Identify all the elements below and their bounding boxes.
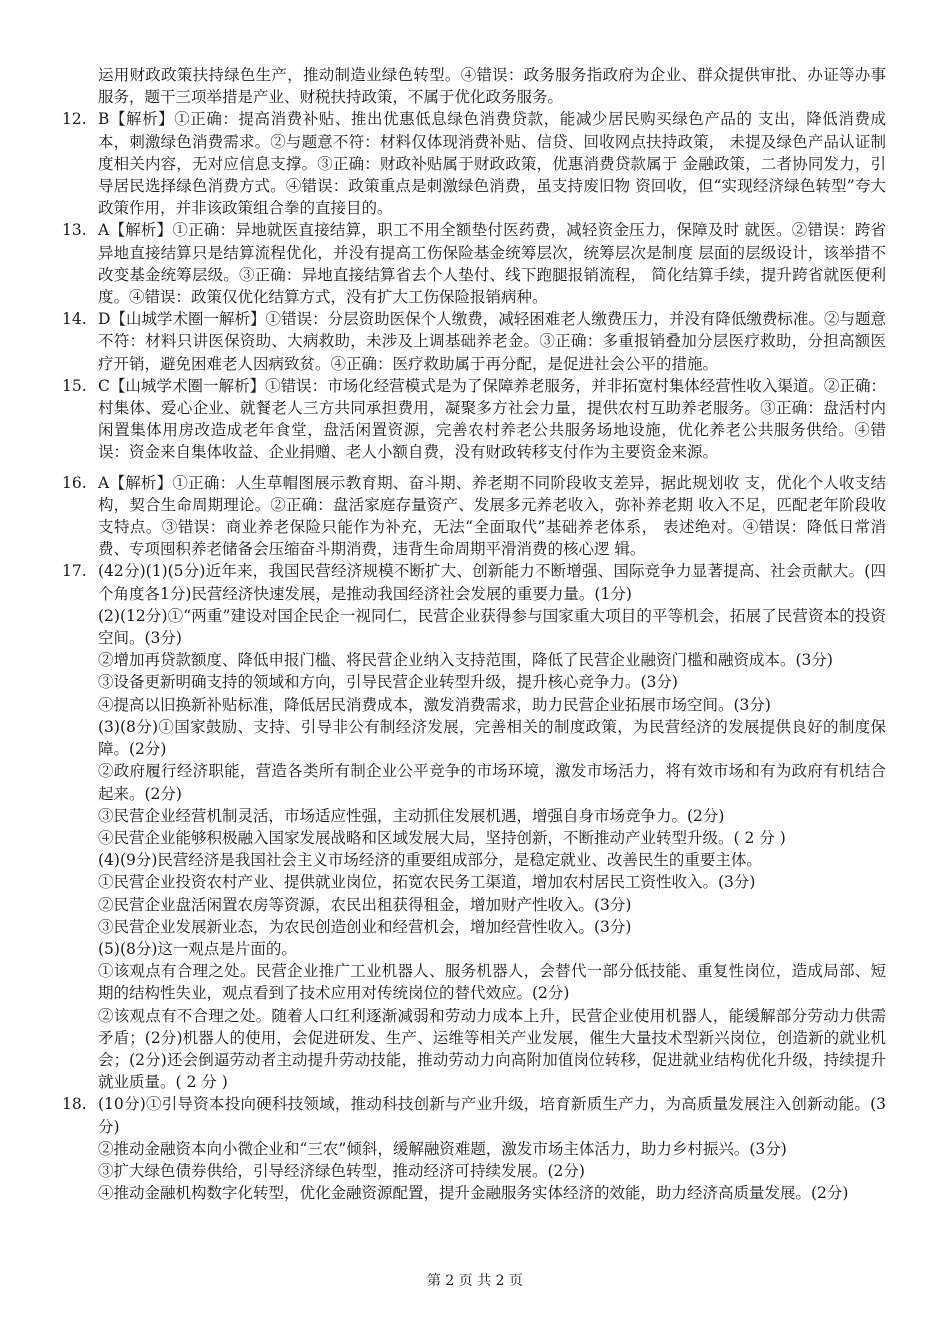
q17-line: ③设备更新明确支持的领域和方向，引导民营企业转型升级，提升核心竞争力。(3分) <box>98 673 678 692</box>
item-text: A【解析】①正确：异地就医直接结算，职工不用全额垫付医药费，减轻资金压力，保障及时 就医。②错误：跨省异地直接结算只是结算流程优化，并没有提高工伤保险基金统筹层次，统筹层次是制度 层面的层级设计，该举措不改变基金统筹层级。③正确：异地直接结算省去个人垫付、线下跑腿报销流程， 简化结算手续，提升跨省就医便利度。④错误：政策仅优化结算方式，没有扩大工伤保险报销病种。 <box>98 221 886 307</box>
item-text: D【山城学术圈一解析】①错误：分层资助医保个人缴费，减轻困难老人缴费压力，并没有降低缴费标准。②与题意不符：材料只讲医保资助、大病救助，未涉及上调基础养老金。③正确：多重报销叠加分层医疗救助，分担高额医疗开销，避免困难老人因病致贫。④正确：医疗救助属于再分配，是促进社会公平的措施。 <box>98 310 886 373</box>
item-number: 13. <box>62 221 87 240</box>
item-number: 18. <box>62 1095 87 1114</box>
answer-item-15 <box>62 375 886 464</box>
q18-line: ③扩大绿色债券供给，引导经济绿色转型，推动经济可持续发展。(2分) <box>98 1161 585 1180</box>
q18-line: ④推动金融机构数字化转型，优化金融资源配置，提升金融服务实体经济的效能，助力经济高质量发展。(2分) <box>98 1184 849 1203</box>
item-number: 14. <box>62 310 87 329</box>
intro-paragraph: 运用财政政策扶持绿色生产，推动制造业绿色转型。④错误：政务服务指政府为企业、群众提供审批、办证等办事服务，题干三项举措是产业、财税扶持政策，不属于优化政务服务。 <box>98 66 886 107</box>
item-number: 17. <box>62 562 87 581</box>
q17-line: (4)(9分)民营经济是我国社会主义市场经济的重要组成部分，是稳定就业、改善民生的重要主体。 <box>98 851 762 870</box>
q17-line: ②民营企业盘活闲置农房等资源，农民出租获得租金，增加财产性收入。(3分) <box>98 895 632 914</box>
q17-line: ③民营企业发展新业态，为农民创造创业和经营机会，增加经营性收入。(3分) <box>98 917 632 936</box>
q17-line: ②政府履行经济职能，营造各类所有制企业公平竞争的市场环境，激发市场活力，将有效市场和有为政府有机结合起来。(2分) <box>98 762 886 803</box>
answer-item-12 <box>62 108 886 219</box>
answer-item-13 <box>62 219 886 308</box>
item-text: A【解析】①正确：人生草帽图展示教育期、奋斗期、养老期不同阶段收支差异，据此规划收 支，优化个人收支结构，契合生命周期理论。②正确：盘活家庭存量资产、发展多元养老收入，弥补养老期 收入不足，匹配老年阶段收支特点。③错误：商业养老保险只能作为补充，无法“全面取代”基础养老体系， 表述绝对。④错误：降低日常消费、专项囤积养老储备会压缩奋斗期消费，违背生命周期平滑消费的核心逻 辑。 <box>98 473 886 559</box>
answer-item-17 <box>62 560 886 1093</box>
q17-line: ④提高以旧换新补贴标准，降低居民消费成本，激发消费需求，助力民营企业拓展市场空间。(3分) <box>98 695 771 714</box>
item-number: 15. <box>62 376 87 395</box>
item-text: B【解析】①正确：提高消费补贴、推出优惠低息绿色消费贷款，能减少居民购买绿色产品的 支出，降低消费成本，刺激绿色消费需求。②与题意不符：材料仅体现消费补贴、信贷、回收网点扶持政策， 未提及绿色产品认证制度相关内容，无对应信息支撑。③正确：财政补贴属于财政政策，优惠消费贷款属于 金融政策，二者协同发力，引导居民选择绿色消费方式。④错误：政策重点是刺激绿色消费，虽支持废旧物 资回收，但“实现经济绿色转型”夸大政策作用，并非该政策组合拳的直接目的。 <box>98 110 886 218</box>
q17-line: ①该观点有合理之处。民营企业推广工业机器人、服务机器人，会替代一部分低技能、重复性岗位，造成局部、短期的结构性失业，观点看到了技术应用对传统岗位的替代效应。(2分) <box>98 962 886 1003</box>
q17-line: ④民营企业能够积极融入国家发展战略和区域发展大局，坚持创新，不断推动产业转型升级。( 2 分 ) <box>98 828 786 847</box>
q17-line: ②该观点有不合理之处。随着人口红利逐渐减弱和劳动力成本上升，民营企业使用机器人，能缓解部分劳动力供需矛盾；(2分)机器人的使用，会促进研发、生产、运维等相关产业发展，催生大量技术型新兴岗位，创造新的就业机会；(2分)还会倒逼劳动者主动提升劳动技能，推动劳动力向高附加值岗位转移，促进就业结构优化升级，持续提升就业质量。( 2 分 ) <box>98 1006 886 1092</box>
page-footer: 第 2 页 共 2 页 <box>426 1273 524 1289</box>
q17-line: (5)(8分)这一观点是片面的。 <box>98 939 297 958</box>
item-text: C【山城学术圈一解析】①错误：市场化经营模式是为了保障养老服务，并非拓宽村集体经营性收入渠道。②正确：村集体、爱心企业、就餐老人三方共同承担费用，凝聚多方社会力量，提供农村互助养老服务。③正确：盘活村内闲置集体用房改造成老年食堂，盘活闲置资源，完善农村养老公共服务场地设施，优化养老公共服务供给。④错误：资金来自集体收益、企业捐赠、老人小额自费，没有财政转移支付作为主要资金来源。 <box>98 376 886 462</box>
q17-line: (2)(12分)①“两重”建设对国企民企一视同仁，民营企业获得参与国家重大项目的平等机会，拓展了民营资本的投资空间。(3分) <box>98 606 886 648</box>
item-number: 16. <box>62 473 87 492</box>
q17-line: (42分)(1)(5分)近年来，我国民营经济规模不断扩大、创新能力不断增强、国际竞争力显著提高、社会贡献大。(四个角度各1分)民营经济快速发展，是推动我国经济社会发展的重要力量。(1分) <box>98 562 886 603</box>
q18-line: ②推动金融资本向小微企业和“三农”倾斜，缓解融资难题，激发市场主体活力，助力乡村振兴。(3分) <box>98 1139 787 1158</box>
q18-line: (10分)①引导资本投向硬科技领域，推动科技创新与产业升级，培育新质生产力，为高质量发展注入创新动能。(3分) <box>98 1095 886 1136</box>
q17-line: ③民营企业经营机制灵活，市场适应性强，主动抓住发展机遇，增强自身市场竞争力。(2分) <box>98 806 725 825</box>
answer-item-18 <box>62 1093 886 1204</box>
answer-item-16 <box>62 472 886 561</box>
q17-line: (3)(8分)①国家鼓励、支持、引导非公有制经济发展，完善相关的制度政策，为民营经济的发展提供良好的制度保障。(2分) <box>98 717 886 759</box>
answer-item-14 <box>62 308 886 375</box>
q17-line: ②增加再贷款额度、降低申报门槛、将民营企业纳入支持范围，降低了民营企业融资门槛和融资成本。(3分) <box>98 651 833 670</box>
answer-content <box>62 64 886 1204</box>
q17-line: ①民营企业投资农村产业、提供就业岗位，拓宽农民务工渠道，增加农村居民工资性收入。(3分) <box>98 873 756 892</box>
item-number: 12. <box>62 110 87 129</box>
